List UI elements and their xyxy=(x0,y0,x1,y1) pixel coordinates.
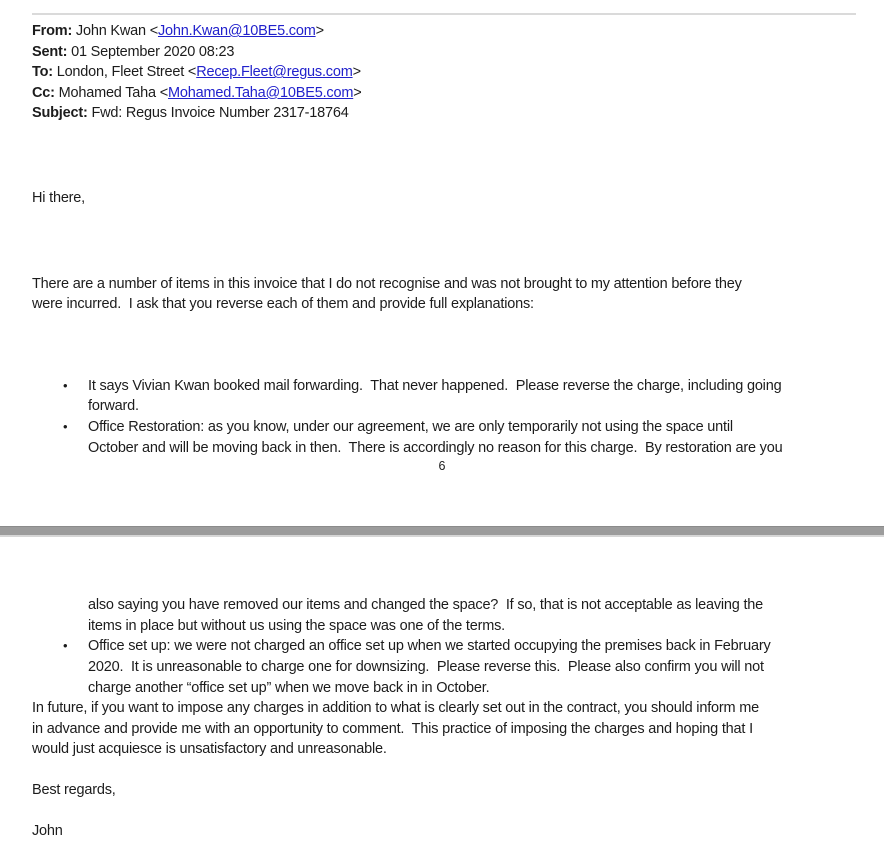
subject-value: Fwd: Regus Invoice Number 2317-18764 xyxy=(87,105,349,122)
greeting: Hi there, xyxy=(32,189,85,206)
text-line: It says Vivian Kwan booked mail forwarding. That never happened. Please reverse the charge, including going xyxy=(88,377,782,394)
bullet-text xyxy=(88,636,856,698)
text-line: October and will be moving back in then. There is accordingly no reason for this charge. By restoration are you xyxy=(88,439,783,456)
page-break-bar-highlight xyxy=(0,535,884,537)
sent-value: 01 September 2020 08:23 xyxy=(67,43,235,60)
text-line: forward. xyxy=(88,398,139,415)
bullet-item-office-restoration xyxy=(32,417,856,458)
text-line: Office set up: we were not charged an office set up when we started occupying the premises back in February xyxy=(88,638,771,655)
closing: Best regards, xyxy=(32,781,116,798)
header-field-cc xyxy=(32,83,856,104)
bullet-text xyxy=(88,376,856,417)
page-break-bar xyxy=(0,526,884,537)
text-line: also saying you have removed our items and changed the space? If so, that is not acceptable as leaving the xyxy=(88,597,764,614)
bullet-item-mail-forwarding xyxy=(32,376,856,417)
from-email-link[interactable]: John.Kwan@10BE5.com xyxy=(157,23,316,39)
cc-email-link[interactable]: Mohamed.Taha@10BE5.com xyxy=(167,84,354,101)
bullet-dot-icon: • xyxy=(63,638,68,654)
text-line: There are a number of items in this invoice that I do not recognise and was not brought to my attention before they xyxy=(32,275,742,292)
text-line: were incurred. I ask that you reverse each of them and provide full explanations: xyxy=(32,296,534,313)
text-line: items in place but without us using the space was one of the terms. xyxy=(88,617,505,634)
cc-value: Mohamed Taha < xyxy=(54,84,168,101)
text-line: In future, if you want to impose any charges in addition to what is clearly set out in the contract, you should inform me xyxy=(32,700,759,717)
text-line: Office Restoration: as you know, under our agreement, we are only temporarily not using the space until xyxy=(88,418,733,435)
to-value-close: > xyxy=(352,64,361,81)
to-value: London, Fleet Street < xyxy=(52,64,197,81)
from-label: From: xyxy=(32,23,73,39)
to-label: To: xyxy=(32,64,53,81)
header-field-subject xyxy=(32,103,856,124)
cc-value-close: > xyxy=(353,84,362,101)
bullet-dot-icon: • xyxy=(63,377,68,393)
cc-label: Cc: xyxy=(32,84,55,101)
page-break-bar-main xyxy=(0,526,884,535)
to-email-link[interactable]: Recep.Fleet@regus.com xyxy=(196,64,353,81)
header-field-from xyxy=(32,21,856,42)
page-number: 6 xyxy=(438,459,446,474)
bullet-text xyxy=(88,417,856,458)
bullet-continuation-text xyxy=(88,595,856,636)
text-line: in advance and provide me with an opportunity to comment. This practice of imposing the charges and hoping that I xyxy=(32,720,753,737)
bullet-list xyxy=(32,376,856,458)
header-separator-line xyxy=(32,13,856,15)
signature: John xyxy=(32,823,63,840)
text-line: charge another “office set up” when we move back in in October. xyxy=(88,679,490,696)
intro-paragraph xyxy=(32,274,856,315)
header-field-to xyxy=(32,62,856,83)
sent-label: Sent: xyxy=(32,43,68,60)
text-line: would just acquiesce is unsatisfactory and unreasonable. xyxy=(32,741,387,758)
text-line: 2020. It is unreasonable to charge one for downsizing. Please reverse this. Please also confirm you will not xyxy=(88,658,764,675)
subject-label: Subject: xyxy=(32,105,88,122)
header-field-sent xyxy=(32,42,856,63)
bullet-dot-icon: • xyxy=(63,418,68,434)
from-value-close: > xyxy=(315,23,324,39)
from-value: John Kwan < xyxy=(72,23,158,39)
bullet-item-office-set-up xyxy=(32,636,856,698)
outro-paragraph xyxy=(32,698,856,760)
email-header xyxy=(32,21,856,124)
